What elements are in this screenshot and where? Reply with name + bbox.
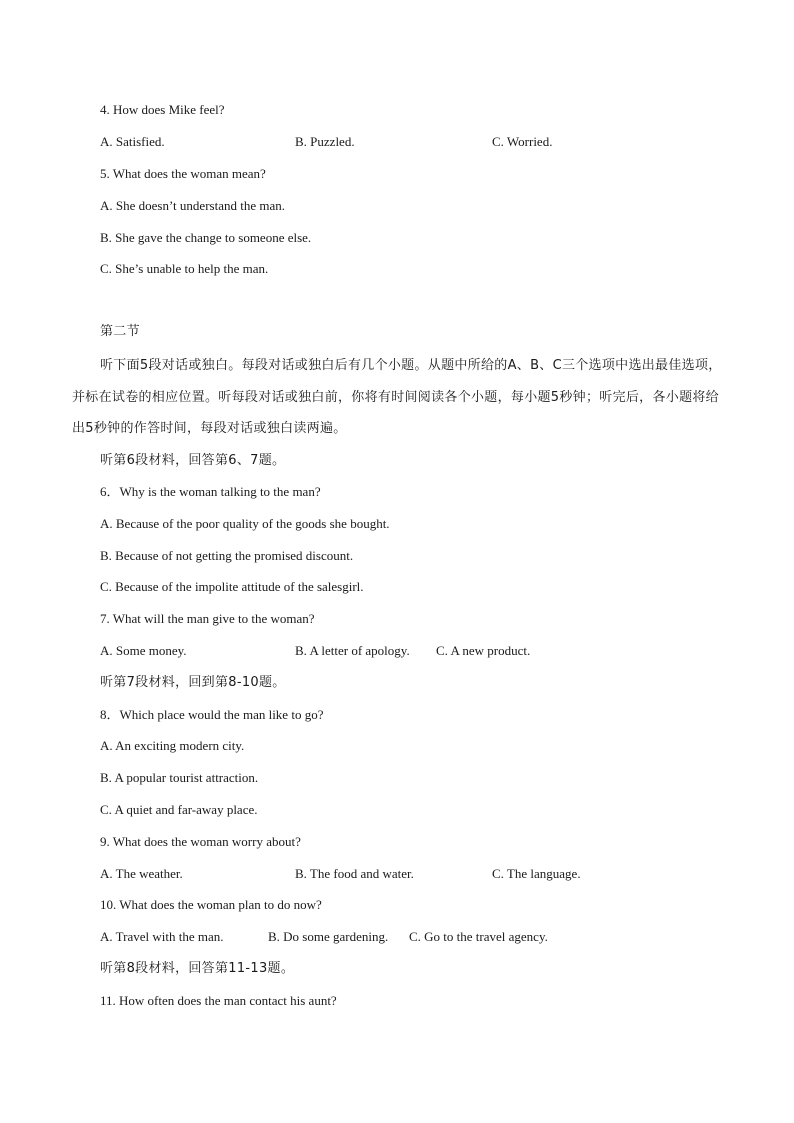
- q7-option-a: A. Some money.: [100, 643, 187, 658]
- q8-stem: 8．Which place would the man like to go?: [100, 707, 324, 722]
- q5-stem: 5. What does the woman mean?: [100, 166, 266, 181]
- q10-option-b: B. Do some gardening.: [268, 929, 389, 944]
- q9-option-b: B. The food and water.: [295, 866, 414, 881]
- material-8-heading: 听第8段材料，回答第11-13题。: [100, 961, 295, 976]
- q8-option-b: B. A popular tourist attraction.: [100, 770, 259, 785]
- q7-stem: 7. What will the man give to the woman?: [100, 611, 315, 626]
- q4-option-c: C. Worried.: [492, 134, 553, 149]
- q6-stem: 6．Why is the woman talking to the man?: [100, 484, 321, 499]
- q7-option-c: C. A new product.: [436, 643, 531, 658]
- q9-option-a: A. The weather.: [100, 866, 183, 881]
- q10-option-a: A. Travel with the man.: [100, 929, 224, 944]
- section-heading: 第二节: [100, 324, 140, 339]
- q9-stem: 9. What does the woman worry about?: [100, 834, 301, 849]
- material-6-heading: 听第6段材料，回答第6、7题。: [100, 453, 286, 468]
- q5-option-c: C. She’s unable to help the man.: [100, 261, 269, 276]
- q10-option-c: C. Go to the travel agency.: [409, 929, 548, 944]
- section-instructions: 听下面5段对话或独白。每段对话或独白后有几个小题。从题中所给的A、B、C三个选项中选出最佳选项，并标在试卷的相应位置。听每段对话或独白前，你将有时间阅读各个小题，每小题5秒钟；听完后，各小题将给出5秒钟的作答时间，每段对话或独白读两遍。: [72, 358, 722, 436]
- q8-option-c: C. A quiet and far-away place.: [100, 802, 258, 817]
- material-7-heading: 听第7段材料，回到第8-10题。: [100, 675, 286, 690]
- q11-stem: 11. How often does the man contact his aunt?: [100, 993, 337, 1008]
- q5-option-b: B. She gave the change to someone else.: [100, 230, 312, 245]
- q4-option-a: A. Satisfied.: [100, 134, 165, 149]
- q6-option-a: A. Because of the poor quality of the goods she bought.: [100, 516, 390, 531]
- q9-option-c: C. The language.: [492, 866, 581, 881]
- q4-option-b: B. Puzzled.: [295, 134, 355, 149]
- q4-stem: 4. How does Mike feel?: [100, 102, 225, 117]
- q5-option-a: A. She doesn’t understand the man.: [100, 198, 285, 213]
- q8-option-a: A. An exciting modern city.: [100, 738, 245, 753]
- q10-stem: 10. What does the woman plan to do now?: [100, 897, 322, 912]
- q6-option-b: B. Because of not getting the promised discount.: [100, 548, 354, 563]
- q6-option-c: C. Because of the impolite attitude of the salesgirl.: [100, 579, 364, 594]
- q7-option-b: B. A letter of apology.: [295, 643, 410, 658]
